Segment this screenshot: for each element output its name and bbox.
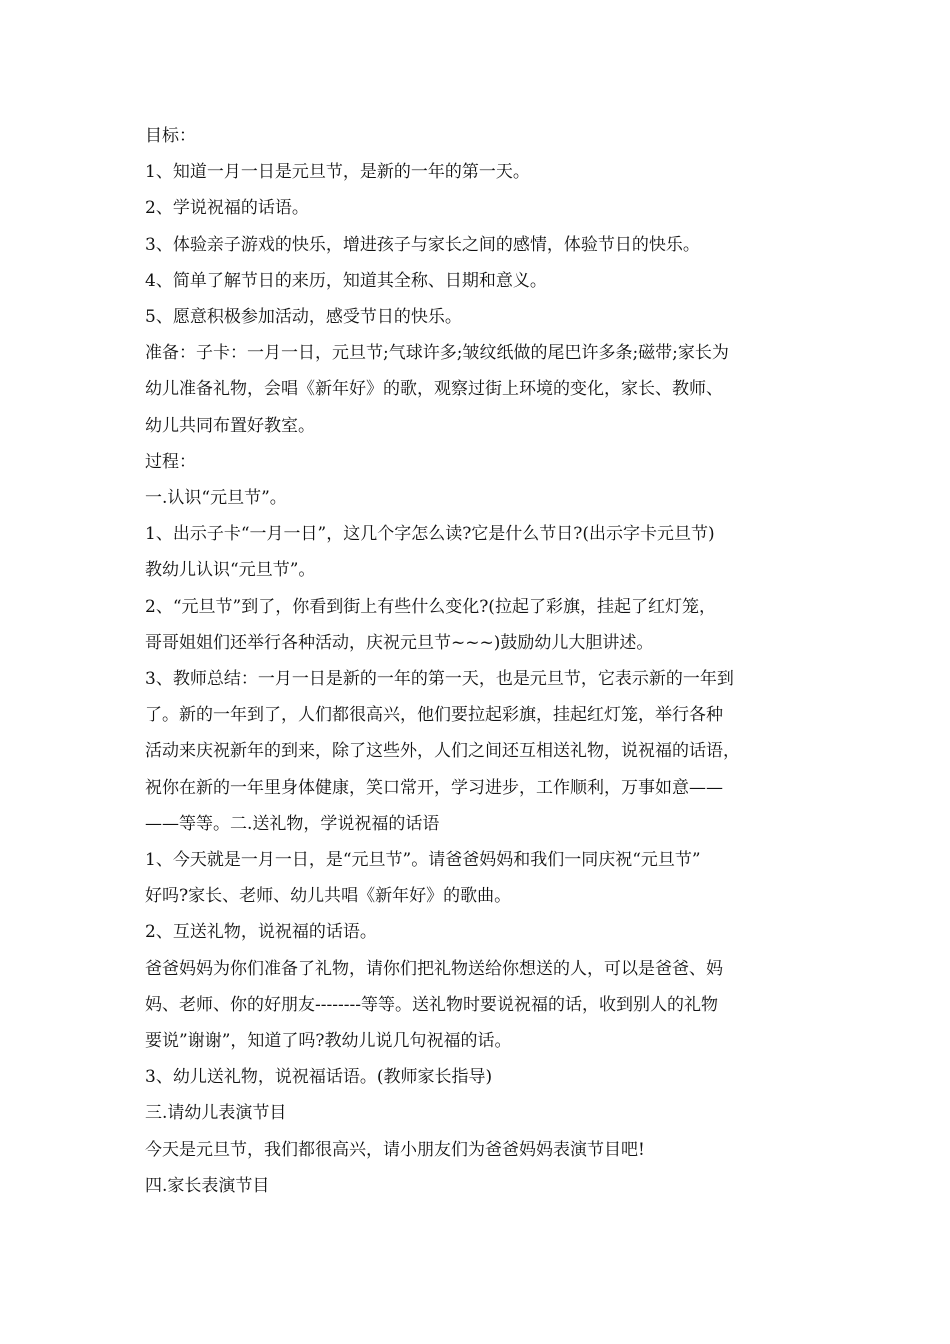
section-2-paragraph-line-3: 要说”谢谢”，知道了吗?教幼儿说几句祝福的话。 [145,1031,512,1052]
section-1-step-3-line-1: 3、教师总结：一月一日是新的一年的第一天，也是元旦节，它表示新的一年到 [145,669,734,690]
section-1-step-2-line-1: 2、“元旦节”到了，你看到街上有些什么变化?(拉起了彩旗，挂起了红灯笼， [145,596,716,617]
section-1-step-2-line-2: 哥哥姐姐们还举行各种活动，庆祝元旦节~~~)鼓励幼儿大胆讲述。 [145,632,654,653]
section-2-step-1-line-2: 好吗?家长、老师、幼儿共唱《新年好》的歌曲。 [145,886,512,907]
goal-item-5: 5、愿意积极参加活动，感受节日的快乐。 [145,307,462,328]
section-3-title: 三.请幼儿表演节目 [145,1103,287,1124]
section-2-title-line: ——等等。二.送礼物，学说祝福的话语 [145,813,440,834]
section-3-paragraph: 今天是元旦节，我们都很高兴，请小朋友们为爸爸妈妈表演节目吧! [145,1139,645,1160]
goal-item-2: 2、学说祝福的话语。 [145,198,309,219]
section-1-step-3-line-3: 活动来庆祝新年的到来，除了这些外，人们之间还互相送礼物，说祝福的话语， [145,741,740,762]
section-1-title: 一.认识“元旦节”。 [145,488,287,509]
section-1-step-3-line-4: 祝你在新的一年里身体健康，笑口常开，学习进步，工作顺利，万事如意—— [145,777,723,798]
section-2-paragraph-line-1: 爸爸妈妈为你们准备了礼物，请你们把礼物送给你想送的人，可以是爸爸、妈 [145,958,723,979]
section-1-step-1-line-1: 1、出示子卡“一月一日”，这几个字怎么读?它是什么节日?(出示字卡元旦节) [145,524,715,545]
document-body [145,118,810,1204]
heading-goals: 目标： [145,126,196,146]
goal-item-4: 4、简单了解节日的来历，知道其全称、日期和意义。 [145,270,547,291]
heading-process: 过程： [145,451,196,472]
section-1-step-3-line-2: 了。新的一年到了，人们都很高兴，他们要拉起彩旗，挂起红灯笼，举行各种 [145,705,723,726]
section-4-title: 四.家长表演节目 [145,1175,270,1196]
section-2-paragraph-line-2: 妈、老师、你的好朋友--------等等。送礼物时要说祝福的话，收到别人的礼物 [145,994,718,1015]
section-2-step-1-line-1: 1、今天就是一月一日，是“元旦节”。请爸爸妈妈和我们一同庆祝“元旦节” [145,850,701,871]
goal-item-3: 3、体验亲子游戏的快乐，增进孩子与家长之间的感情，体验节日的快乐。 [145,234,700,255]
preparation-line-2: 幼儿准备礼物，会唱《新年好》的歌，观察过街上环境的变化，家长、教师、 [145,379,723,400]
preparation-line-3: 幼儿共同布置好教室。 [145,415,315,436]
section-2-step-2: 2、互送礼物，说祝福的话语。 [145,922,377,943]
goal-item-1: 1、知道一月一日是元旦节，是新的一年的第一天。 [145,162,530,183]
section-2-step-3: 3、幼儿送礼物，说祝福话语。(教师家长指导) [145,1067,493,1088]
preparation-line-1: 准备：子卡：一月一日，元旦节;气球许多;皱纹纸做的尾巴许多条;磁带;家长为 [145,343,729,364]
section-1-step-1-line-2: 教幼儿认识“元旦节”。 [145,560,316,581]
